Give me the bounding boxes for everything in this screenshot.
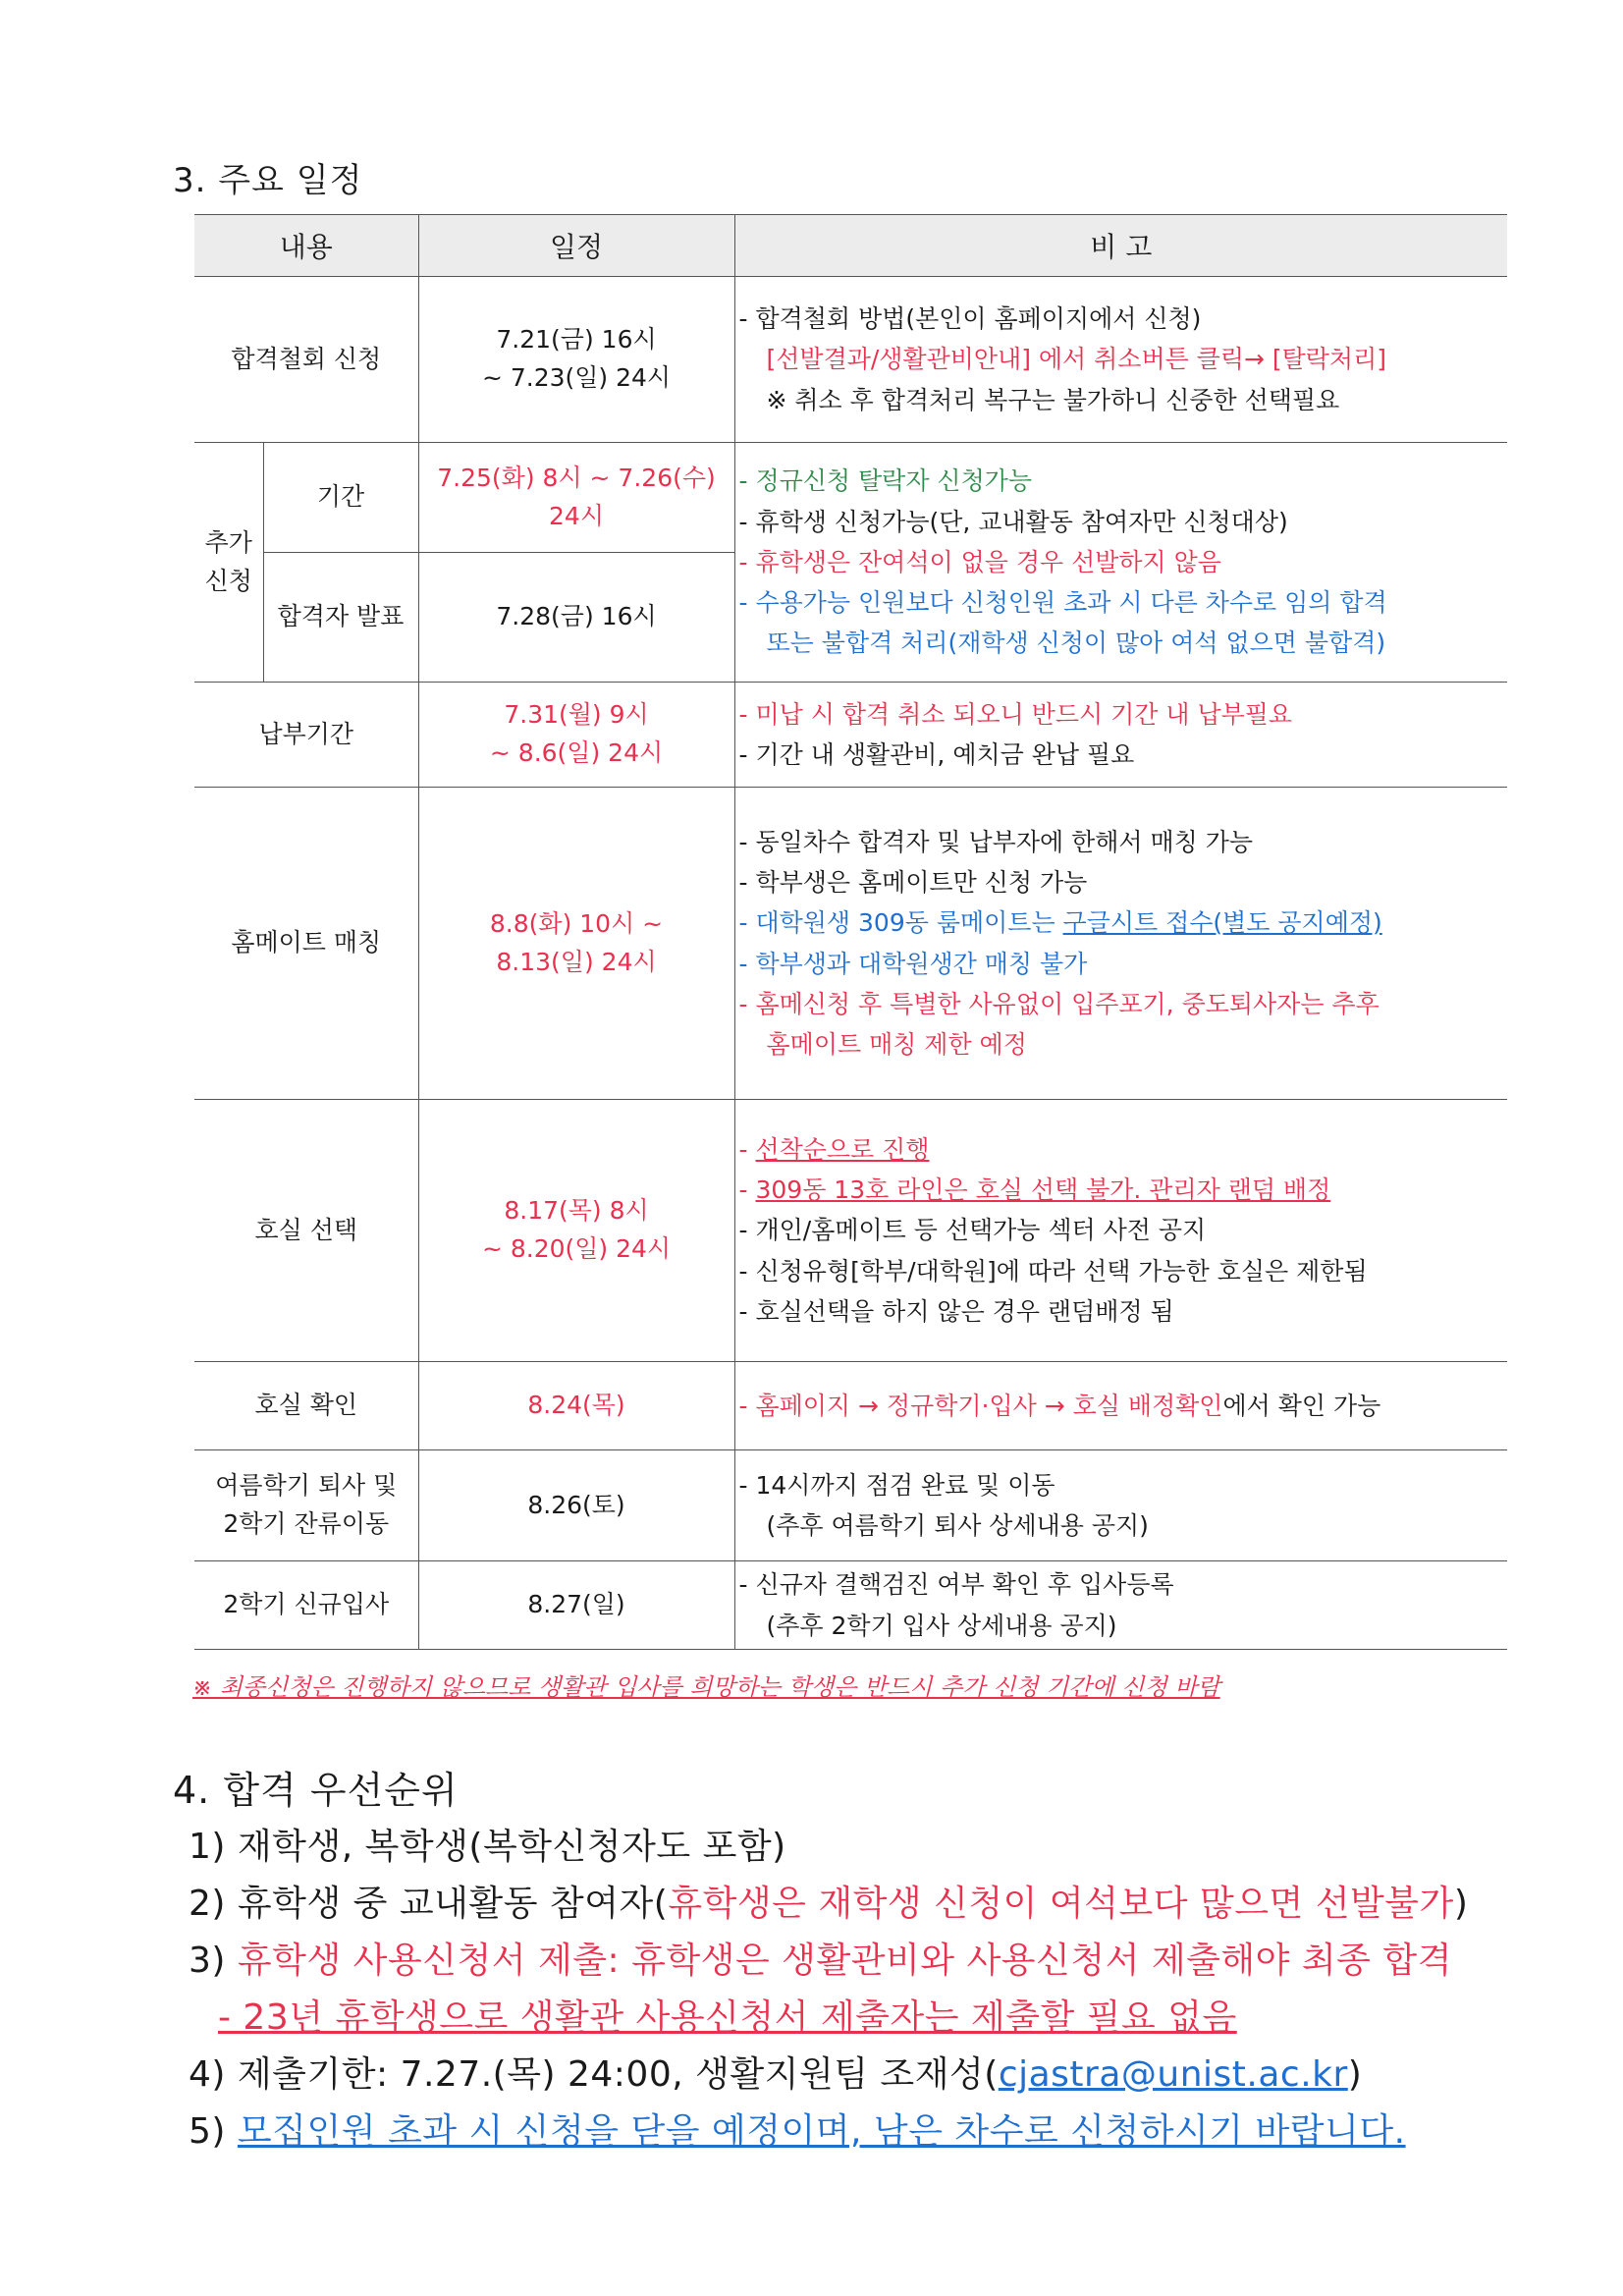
priority-text: 휴학생은 재학생 신청이 여석보다 많으면 선발불가 — [668, 1884, 1454, 1924]
label-line: 2학기 잔류이동 — [223, 1509, 390, 1538]
priority-item-1: 1) 재학생, 복학생(복학신청자도 포함) — [189, 1827, 786, 1867]
priority-text: 3) — [189, 1941, 238, 1981]
row-date — [418, 683, 734, 788]
note-line: ※ 취소 후 합격처리 복구는 불가하니 신중한 선택필요 — [766, 385, 1340, 414]
note-line: [선발결과/생활관비안내] 에서 취소버튼 클릭→ [탈락처리] — [766, 345, 1386, 374]
priority-text: 4) 제출기한: 7.27.(목) 24:00, 생활지원팀 조재성( — [189, 2054, 999, 2095]
extra-group-label — [194, 443, 263, 683]
header-content: 내용 — [194, 215, 418, 277]
priority-text: 휴학생 사용신청서 제출: 휴학생은 생활관비와 사용신청서 제출해야 최종 합격 — [237, 1941, 1452, 1981]
note-line: - 수용가능 인원보다 신청인원 초과 시 다른 차수로 임의 합격 — [738, 588, 1387, 618]
note-line: - 신청유형[학부/대학원]에 따라 선택 가능한 호실은 제한됨 — [738, 1256, 1368, 1285]
header-remarks: 비 고 — [734, 215, 1507, 277]
date-line: ~ 8.6(일) 24시 — [489, 738, 664, 767]
row-notes — [734, 683, 1507, 788]
row-label: 기간 — [263, 443, 418, 553]
row-date: 8.26(토) — [418, 1450, 734, 1561]
table-row — [194, 1450, 1507, 1561]
table-row — [194, 788, 1507, 1100]
note-line: - 14시까지 점검 완료 및 이동 — [738, 1470, 1055, 1500]
date-line: ~ 7.23(일) 24시 — [481, 363, 672, 392]
footnote: ※ 최종신청은 진행하지 않으므로 생활관 입사를 희망하는 학생은 반드시 추가 신청 기간에 신청 바람 — [192, 1673, 1220, 1701]
date-line: 7.21(금) 16시 — [496, 325, 657, 355]
note-line: - 학부생과 대학원생간 매칭 불가 — [738, 949, 1088, 978]
table-row — [194, 1561, 1507, 1650]
priority-item-4 — [189, 2047, 1362, 2097]
date-line: 8.17(목) 8시 — [504, 1196, 649, 1226]
table-row — [194, 1100, 1507, 1362]
priority-item-3 — [189, 1933, 1452, 1983]
note-text: - — [738, 1134, 756, 1164]
table-header-row — [194, 215, 1507, 277]
note-line: - 개인/홈메이트 등 선택가능 섹터 사전 공지 — [738, 1216, 1207, 1245]
row-date: 8.27(일) — [418, 1561, 734, 1650]
row-label: 2학기 신규입사 — [194, 1561, 418, 1650]
note-line: 또는 불합격 처리(재학생 신청이 많아 여석 없으면 불합격) — [766, 629, 1386, 658]
row-date — [418, 277, 734, 443]
note-text: - 대학원생 309동 룸메이트는 — [738, 908, 1063, 938]
table-row — [194, 443, 1507, 553]
label-line: 신청 — [204, 566, 252, 595]
note-line: 홈메이트 매칭 제한 예정 — [766, 1030, 1027, 1059]
row-label: 합격자 발표 — [263, 553, 418, 683]
date-line: ~ 8.20(일) 24시 — [481, 1234, 672, 1263]
row-label: 호실 확인 — [194, 1362, 418, 1450]
priority-text: ) — [1347, 2054, 1363, 2095]
row-notes — [734, 1561, 1507, 1650]
date-line: 7.31(월) 9시 — [504, 700, 649, 730]
note-line — [739, 902, 1508, 943]
note-line: - 합격철회 방법(본인이 홈페이지에서 신청) — [738, 304, 1202, 334]
row-label: 홈메이트 매칭 — [194, 788, 418, 1100]
priority-item-3-note: - 23년 휴학생으로 생활관 사용신청서 제출자는 제출할 필요 없음 — [218, 1997, 1237, 2038]
row-date — [418, 443, 734, 553]
label-line: 여름학기 퇴사 및 — [215, 1471, 398, 1501]
schedule-table — [194, 214, 1507, 1650]
table-row — [194, 277, 1507, 443]
note-line: - 미납 시 합격 취소 되오니 반드시 기간 내 납부필요 — [738, 699, 1293, 729]
priority-text: 모집인원 초과 시 신청을 닫을 예정이며, 남은 차수로 신청하시기 바랍니다. — [237, 2111, 1406, 2152]
note-text: 선착순으로 진행 — [755, 1134, 930, 1164]
section-title-schedule: 3. 주요 일정 — [173, 161, 363, 200]
section-title-priority: 4. 합격 우선순위 — [173, 1769, 459, 1812]
date-line: 24시 — [549, 501, 604, 530]
note-line: - 홈메신청 후 특별한 사유없이 입주포기, 중도퇴사자는 추후 — [738, 989, 1380, 1018]
note-line: - 정규신청 탈락자 신청가능 — [738, 466, 1033, 496]
row-notes — [734, 277, 1507, 443]
row-notes — [734, 443, 1507, 683]
google-sheet-link[interactable]: 구글시트 접수(별도 공지예정) — [1062, 908, 1382, 938]
row-notes — [734, 1362, 1507, 1450]
note-line: (추후 여름학기 퇴사 상세내용 공지) — [766, 1511, 1149, 1540]
note-line: - 학부생은 홈메이트만 신청 가능 — [738, 868, 1088, 897]
note-line: - 휴학생 신청가능(단, 교내활동 참여자만 신청대상) — [738, 507, 1288, 536]
row-notes — [734, 1450, 1507, 1561]
table-row — [194, 683, 1507, 788]
note-line: - 신규자 결핵검진 여부 확인 후 입사등록 — [738, 1570, 1174, 1600]
row-notes — [734, 1100, 1507, 1362]
priority-item-5 — [189, 2104, 1406, 2154]
note-text: - — [738, 1175, 756, 1205]
row-label — [194, 1450, 418, 1561]
row-date — [418, 788, 734, 1100]
row-notes — [734, 788, 1507, 1100]
note-line: (추후 2학기 입사 상세내용 공지) — [766, 1611, 1117, 1640]
priority-item-2 — [189, 1876, 1468, 1926]
note-line: - 동일차수 합격자 및 납부자에 한해서 매칭 가능 — [738, 827, 1254, 856]
note-line: - 기간 내 생활관비, 예치금 완납 필요 — [738, 740, 1135, 769]
date-line: 8.13(일) 24시 — [496, 947, 657, 976]
note-text: - 홈페이지 → 정규학기·입사 → 호실 배정확인 — [738, 1391, 1223, 1420]
header-schedule: 일정 — [418, 215, 734, 277]
date-line: 7.25(화) 8시 ~ 7.26(수) — [437, 463, 716, 492]
note-text: 309동 13호 라인은 호실 선택 불가. 관리자 랜덤 배정 — [755, 1175, 1331, 1205]
row-date — [418, 1100, 734, 1362]
email-link[interactable]: cjastra@unist.ac.kr — [998, 2054, 1348, 2095]
note-line — [739, 1170, 1508, 1210]
note-line: - 호실선택을 하지 않은 경우 랜덤배정 됨 — [738, 1296, 1174, 1326]
note-line — [739, 1129, 1508, 1170]
date-line: 8.8(화) 10시 ~ — [489, 908, 664, 938]
priority-text: 2) 휴학생 중 교내활동 참여자( — [189, 1884, 669, 1924]
priority-text: ) — [1453, 1884, 1469, 1924]
row-label: 호실 선택 — [194, 1100, 418, 1362]
priority-text: 5) — [189, 2111, 238, 2152]
label-line: 추가 — [204, 527, 252, 557]
row-label: 합격철회 신청 — [194, 277, 418, 443]
note-line: - 휴학생은 잔여석이 없을 경우 선발하지 않음 — [738, 547, 1221, 576]
note-text: 에서 확인 가능 — [1222, 1391, 1381, 1420]
note-line — [739, 1386, 1508, 1426]
table-row — [194, 1362, 1507, 1450]
row-label: 납부기간 — [194, 683, 418, 788]
row-date: 8.24(목) — [418, 1362, 734, 1450]
row-date: 7.28(금) 16시 — [418, 553, 734, 683]
